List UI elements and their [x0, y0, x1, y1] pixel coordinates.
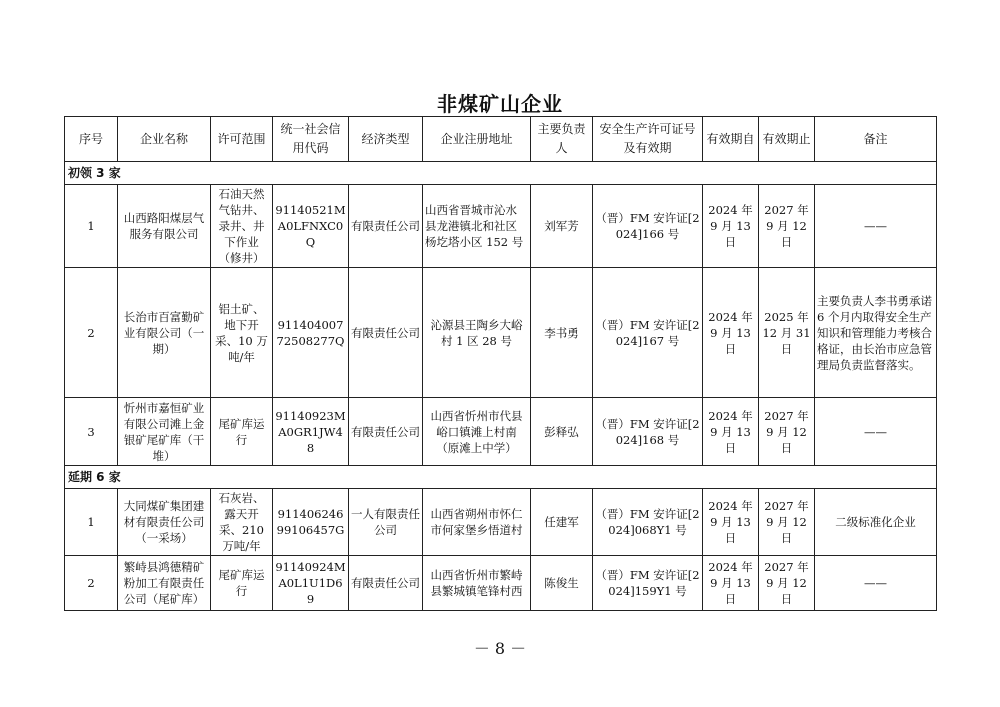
- header-row: [65, 117, 937, 162]
- table-cell: ——: [815, 556, 937, 611]
- table-row: [65, 489, 937, 556]
- table-cell: 有限责任公司: [349, 268, 423, 398]
- header-cell: 企业注册地址: [423, 117, 531, 162]
- enterprise-table: [64, 116, 937, 611]
- table-cell: 1: [65, 489, 118, 556]
- table-cell: 2: [65, 556, 118, 611]
- header-cell: 许可范围: [211, 117, 273, 162]
- table-cell: （晋）FM 安许证[2024]167 号: [593, 268, 703, 398]
- section-label: 延期 6 家: [65, 466, 937, 489]
- table-cell: 2024 年 9 月 13 日: [703, 489, 759, 556]
- table-cell: （晋）FM 安许证[2024]068Y1 号: [593, 489, 703, 556]
- table-cell: 李书勇: [531, 268, 593, 398]
- header-cell: 主要负责人: [531, 117, 593, 162]
- table-cell: 2024 年 9 月 13 日: [703, 556, 759, 611]
- table-cell: 一人有限责任公司: [349, 489, 423, 556]
- table-row: [65, 398, 937, 466]
- table-cell: 2027 年 9 月 12 日: [759, 489, 815, 556]
- table-cell: 91140521MA0LFNXC0Q: [273, 185, 349, 268]
- table-cell: 91140924MA0L1U1D69: [273, 556, 349, 611]
- table-cell: （晋）FM 安许证[2024]159Y1 号: [593, 556, 703, 611]
- table-cell: （晋）FM 安许证[2024]166 号: [593, 185, 703, 268]
- table-cell: 沁源县王陶乡大峪村 1 区 28 号: [423, 268, 531, 398]
- table-row: [65, 185, 937, 268]
- table-cell: 3: [65, 398, 118, 466]
- table-cell: 91140624699106457G: [273, 489, 349, 556]
- table-cell: 1: [65, 185, 118, 268]
- header-cell: 序号: [65, 117, 118, 162]
- header-cell: 安全生产许可证号及有效期: [593, 117, 703, 162]
- table-cell: 繁峙县鸿德精矿粉加工有限责任公司（尾矿库）: [118, 556, 211, 611]
- table-cell: 铝土矿、地下开采、10 万吨/年: [211, 268, 273, 398]
- table-cell: 大同煤矿集团建材有限责任公司（一采场）: [118, 489, 211, 556]
- section-row: [65, 466, 937, 489]
- table-cell: 有限责任公司: [349, 398, 423, 466]
- table-cell: 2024 年 9 月 13 日: [703, 185, 759, 268]
- table-cell: 彭释弘: [531, 398, 593, 466]
- table-cell: 2: [65, 268, 118, 398]
- table-cell: （晋）FM 安许证[2024]168 号: [593, 398, 703, 466]
- page-title: 非煤矿山企业: [437, 92, 563, 116]
- table-cell: 尾矿库运行: [211, 398, 273, 466]
- header-cell: 有效期自: [703, 117, 759, 162]
- table-cell: 2027 年 9 月 12 日: [759, 556, 815, 611]
- table-cell: 石油天然气钻井、录井、井下作业（修井）: [211, 185, 273, 268]
- page-number: － 8 －: [473, 639, 527, 658]
- table-row: [65, 556, 937, 611]
- table-cell: 91140400772508277Q: [273, 268, 349, 398]
- table-cell: 尾矿库运行: [211, 556, 273, 611]
- table-cell: 2025 年 12 月 31 日: [759, 268, 815, 398]
- header-cell: 企业名称: [118, 117, 211, 162]
- table-cell: 长治市百富勤矿业有限公司（一期）: [118, 268, 211, 398]
- table-cell: ——: [815, 398, 937, 466]
- table-cell: 主要负责人李书勇承诺 6 个月内取得安全生产知识和管理能力考核合格证，由长治市应急管理局负责监督落实。: [815, 268, 937, 398]
- table-cell: 忻州市嘉恒矿业有限公司滩上金银矿尾矿库（干堆）: [118, 398, 211, 466]
- table-cell: 任建军: [531, 489, 593, 556]
- table-cell: 山西路阳煤层气服务有限公司: [118, 185, 211, 268]
- table-cell: 陈俊生: [531, 556, 593, 611]
- table-cell: 有限责任公司: [349, 185, 423, 268]
- section-label: 初领 3 家: [65, 162, 937, 185]
- table-cell: 有限责任公司: [349, 556, 423, 611]
- table-cell: 2027 年 9 月 12 日: [759, 185, 815, 268]
- table-cell: 91140923MA0GR1JW48: [273, 398, 349, 466]
- table-cell: 2024 年 9 月 13 日: [703, 398, 759, 466]
- table-cell: 山西省晋城市沁水县龙港镇北和社区杨圪塔小区 152 号: [423, 185, 531, 268]
- table-cell: 石灰岩、露天开采、210 万吨/年: [211, 489, 273, 556]
- table-cell: ——: [815, 185, 937, 268]
- table-cell: 2027 年 9 月 12 日: [759, 398, 815, 466]
- table-row: [65, 268, 937, 398]
- header-cell: 统一社会信用代码: [273, 117, 349, 162]
- table-cell: 二级标准化企业: [815, 489, 937, 556]
- table-cell: 2024 年 9 月 13 日: [703, 268, 759, 398]
- header-cell: 经济类型: [349, 117, 423, 162]
- header-cell: 有效期止: [759, 117, 815, 162]
- section-row: [65, 162, 937, 185]
- header-cell: 备注: [815, 117, 937, 162]
- table-cell: 山西省忻州市繁峙县繁城镇笔锋村西: [423, 556, 531, 611]
- table-cell: 山西省忻州市代县峪口镇滩上村南（原滩上中学）: [423, 398, 531, 466]
- table-cell: 刘军芳: [531, 185, 593, 268]
- table-cell: 山西省朔州市怀仁市何家堡乡悟道村: [423, 489, 531, 556]
